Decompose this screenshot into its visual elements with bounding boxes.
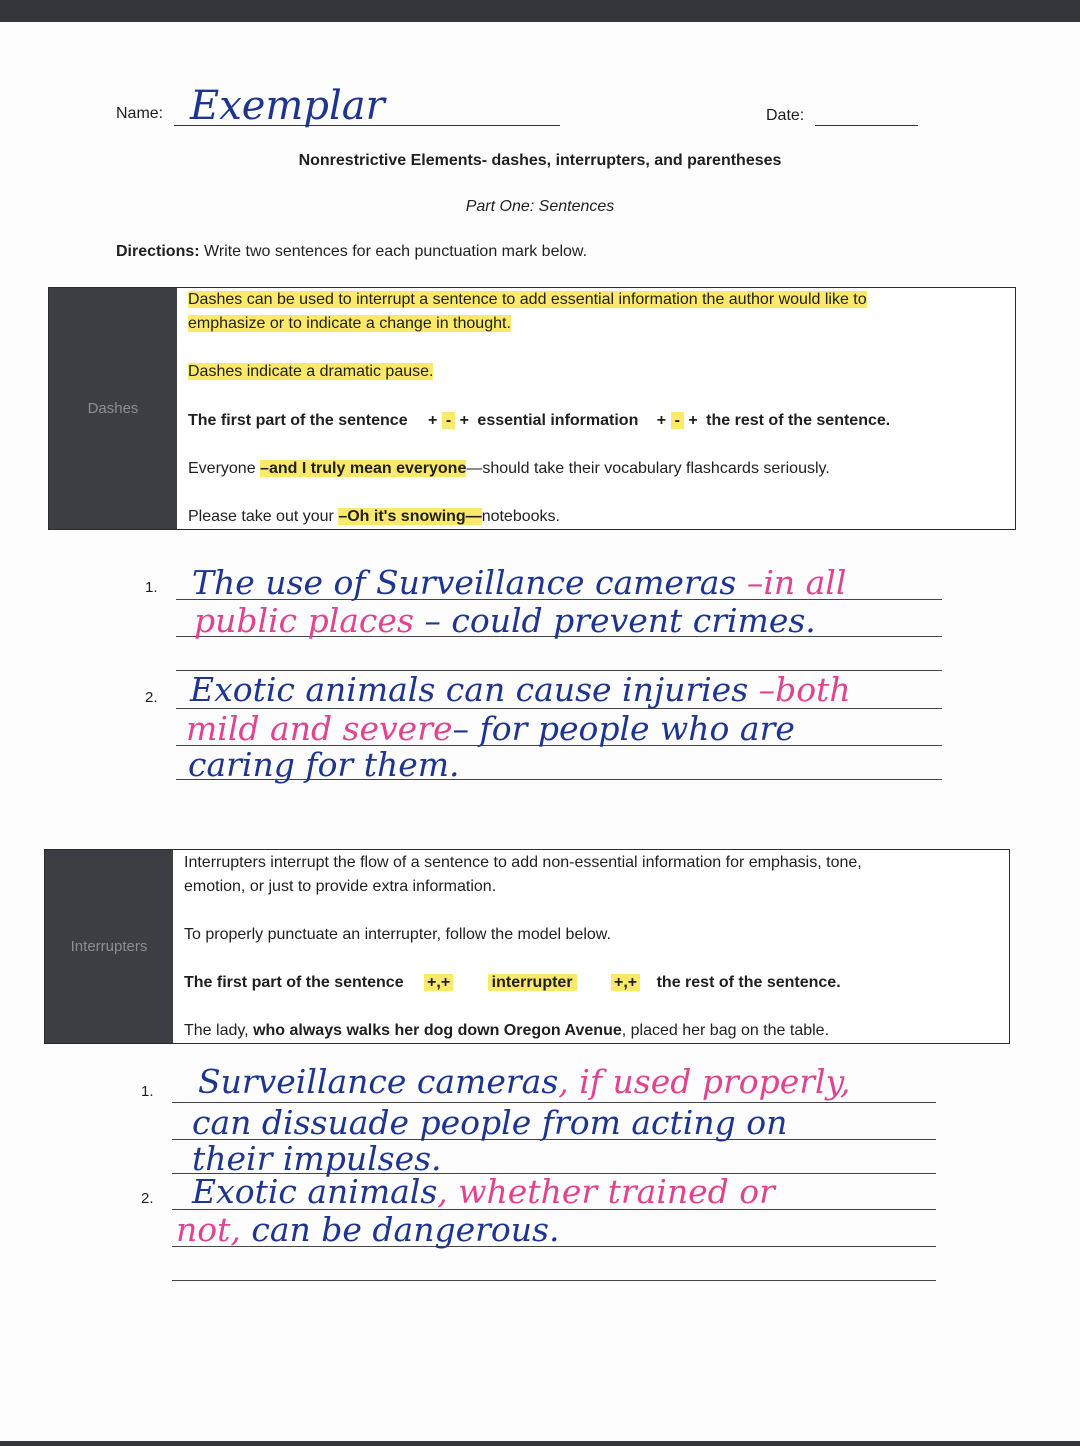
comma-symbol: +,+ <box>424 974 453 991</box>
dashes-answer-2-line-2: mild and severe– for people who are <box>186 709 795 748</box>
dashes-side-label: Dashes <box>49 288 177 529</box>
dashes-definition-2: emphasize or to indicate a change in thought. <box>188 315 511 332</box>
dashes-box <box>48 287 1016 530</box>
interrupters-model: The first part of the sentence +,+ interrupter +,+ the rest of the sentence. <box>184 974 841 991</box>
directions-text: Write two sentences for each punctuation mark below. <box>199 243 588 260</box>
interrupters-definition-2: emotion, or just to provide extra information. <box>184 878 497 895</box>
directions-label: Directions: <box>116 243 200 260</box>
interrupter-word: interrupter <box>488 974 577 991</box>
worksheet-title: Nonrestrictive Elements- dashes, interrupters, and parentheses <box>298 152 782 169</box>
date-label: Date: <box>766 107 805 124</box>
top-bar <box>0 0 1080 22</box>
dashes-definition-1: Dashes can be used to interrupt a sentence to add essential information the author would like to <box>188 291 867 308</box>
dashes-answer-2-line-3: caring for them. <box>188 745 460 784</box>
part-heading: Part One: Sentences <box>465 198 615 215</box>
dashes-answer-1-number: 1. <box>145 579 158 596</box>
dashes-answer-1-line-2: public places – could prevent crimes. <box>194 601 816 640</box>
dashes-example-1: Everyone –and I truly mean everyone—should take their vocabulary flashcards seriously. <box>188 460 830 477</box>
interrupters-model-intro: To properly punctuate an interrupter, follow the model below. <box>184 926 611 943</box>
interrupters-answer-1-line-3: their impulses. <box>192 1139 442 1178</box>
interrupters-answer-2-line-2: not, can be dangerous. <box>176 1210 560 1249</box>
interrupters-answer-1-number: 1. <box>141 1083 154 1100</box>
dashes-answer-1-line-1: The use of Surveillance cameras –in all <box>192 563 847 602</box>
comma-symbol: +,+ <box>611 974 640 991</box>
interrupters-box <box>44 849 1010 1044</box>
name-value: Exemplar <box>190 83 385 129</box>
interrupters-definition-1: Interrupters interrupt the flow of a sentence to add non-essential information for emphasis, tone, <box>184 854 862 871</box>
interrupters-answer-1-line-2: can dissuade people from acting on <box>192 1103 788 1142</box>
interrupters-answer-2-line-1: Exotic animals, whether trained or <box>192 1172 775 1211</box>
dashes-pause: Dashes indicate a dramatic pause. <box>188 363 434 380</box>
dash-symbol: - <box>671 412 684 429</box>
interrupters-answer-1-line-1: Surveillance cameras, if used properly, <box>198 1062 851 1101</box>
name-label: Name: <box>116 105 164 122</box>
dashes-answer-2-number: 2. <box>145 689 158 706</box>
interrupters-side-label: Interrupters <box>45 850 173 1043</box>
dashes-model: The first part of the sentence + - + essential information + - + the rest of the sentence. <box>188 412 891 429</box>
directions <box>116 243 587 261</box>
writing-line <box>172 1280 936 1281</box>
date-line <box>815 125 918 126</box>
bottom-bar <box>0 1441 1080 1446</box>
interrupters-example: The lady, who always walks her dog down Oregon Avenue, placed her bag on the table. <box>184 1022 830 1039</box>
dashes-example-2: Please take out your –Oh it's snowing—notebooks. <box>188 508 560 525</box>
dash-symbol: - <box>442 412 455 429</box>
dashes-answer-2-line-1: Exotic animals can cause injuries –both <box>190 670 851 709</box>
interrupters-answer-2-number: 2. <box>141 1190 154 1207</box>
